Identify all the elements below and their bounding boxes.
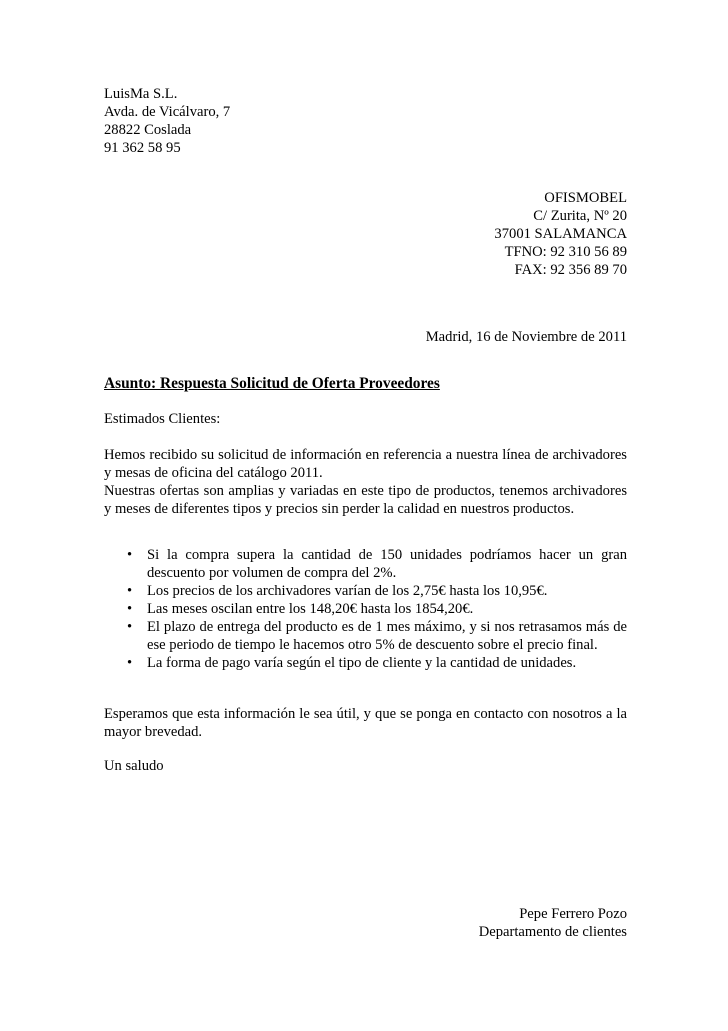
closing-paragraph <box>104 705 627 741</box>
sender-city: 28822 Coslada <box>104 122 192 138</box>
bullet-text: Los precios de los archivadores varían de los 2,75€ hasta los 10,95€. <box>147 583 548 599</box>
bullet-text: Si la compra supera la cantidad de 150 unidades podríamos hacer un gran descuento por volumen de compra del 2%. <box>147 547 627 581</box>
bullet-icon: • <box>127 655 133 671</box>
list-item <box>104 546 627 582</box>
list-item <box>104 618 627 654</box>
bullet-text: El plazo de entrega del producto es de 1 mes máximo, y si nos retrasamos más de ese periodo de tiempo le hacemos otro 5% de descuento sobre el precio final. <box>147 619 627 653</box>
recipient-city: 37001 SALAMANCA <box>494 226 627 242</box>
letter-date: Madrid, 16 de Noviembre de 2011 <box>425 329 627 345</box>
bullet-icon: • <box>127 547 133 563</box>
sender-address <box>104 85 627 157</box>
farewell: Un saludo <box>104 758 164 774</box>
signature-department: Departamento de clientes <box>478 924 627 940</box>
intro-section <box>104 446 627 518</box>
intro-paragraph-2: Nuestras ofertas son amplias y variadas en este tipo de productos, tenemos archivadores y meses de diferentes tipos y precios sin perder la calidad en nuestros productos. <box>104 483 627 517</box>
sender-company: LuisMa S.L. <box>104 86 178 102</box>
recipient-fax: FAX: 92 356 89 70 <box>514 262 627 278</box>
bullet-icon: • <box>127 619 133 635</box>
letter-greeting: Estimados Clientes: <box>104 411 221 427</box>
recipient-company: OFISMOBEL <box>544 190 627 206</box>
bullet-icon: • <box>127 601 133 617</box>
intro-paragraph-1: Hemos recibido su solicitud de información en referencia a nuestra línea de archivadores y mesas de oficina del catálogo 2011. <box>104 447 627 481</box>
sender-phone: 91 362 58 95 <box>104 140 181 156</box>
closing-text: Esperamos que esta información le sea útil, y que se ponga en contacto con nosotros a la mayor brevedad. <box>104 706 627 740</box>
signature-block <box>104 905 627 941</box>
signature-name: Pepe Ferrero Pozo <box>519 906 627 922</box>
list-item <box>104 582 627 600</box>
letter-subject: Asunto: Respuesta Solicitud de Oferta Proveedores <box>104 375 440 392</box>
recipient-street: C/ Zurita, Nº 20 <box>533 208 627 224</box>
list-item <box>104 600 627 618</box>
offer-bullet-list <box>104 546 627 672</box>
bullet-icon: • <box>127 583 133 599</box>
sender-street: Avda. de Vicálvaro, 7 <box>104 104 231 120</box>
list-item <box>104 654 627 672</box>
bullet-text: Las meses oscilan entre los 148,20€ hasta los 1854,20€. <box>147 601 474 617</box>
recipient-address <box>104 189 627 279</box>
recipient-phone: TFNO: 92 310 56 89 <box>504 244 627 260</box>
bullet-text: La forma de pago varía según el tipo de cliente y la cantidad de unidades. <box>147 655 577 671</box>
